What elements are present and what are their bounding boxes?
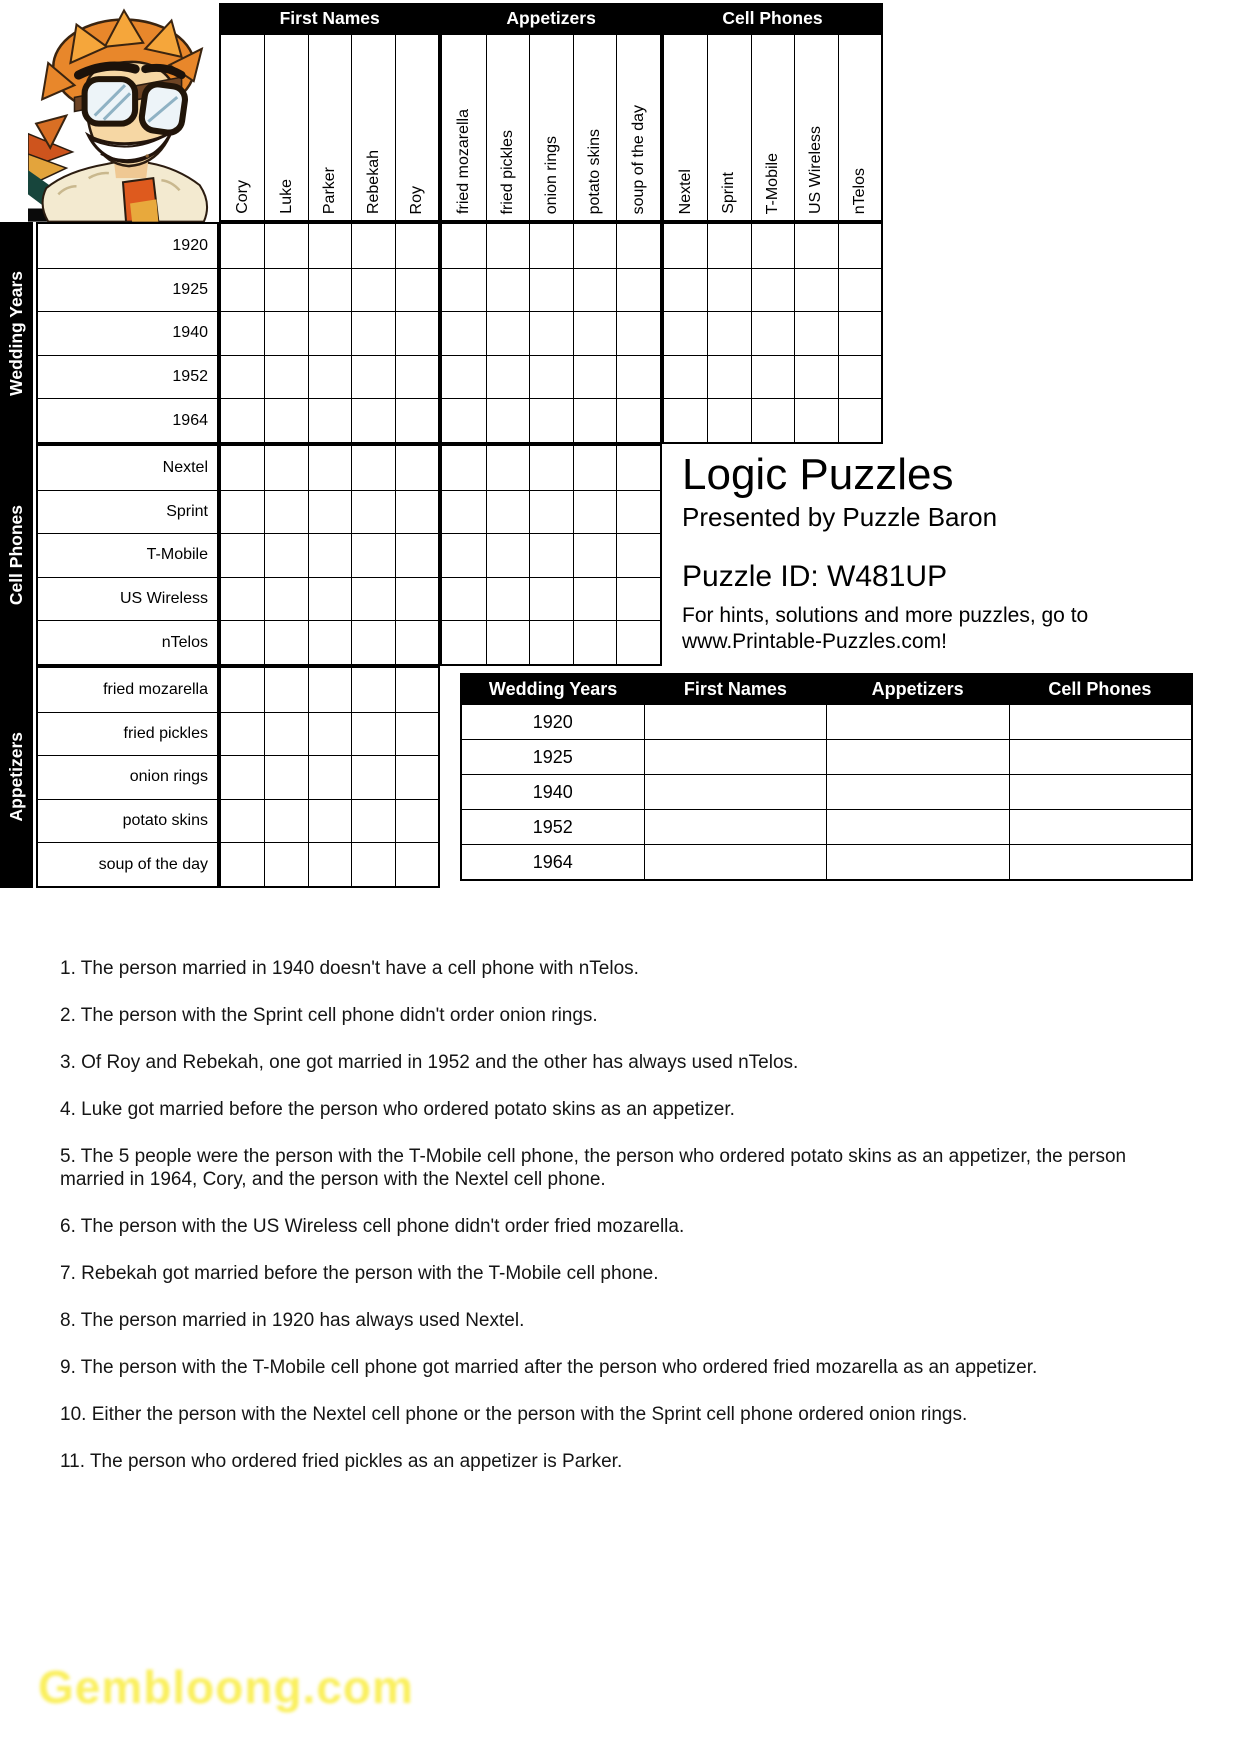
answer-header-cell-phones: Cell Phones — [1048, 679, 1152, 699]
clue-10: 10. Either the person with the Nextel cell phone or the person with the Sprint cell phone ordered onion rings. — [60, 1404, 968, 1425]
grid-cell[interactable] — [308, 355, 351, 399]
answer-cell-first-name[interactable] — [644, 705, 827, 739]
row-label: fried mozarella — [103, 680, 208, 698]
col-label: Sprint — [707, 35, 750, 220]
column-group-bar — [219, 3, 883, 33]
grid-cell[interactable] — [264, 490, 307, 534]
grid-block-wedding-years — [219, 222, 883, 444]
grid-cell[interactable] — [442, 224, 485, 268]
col-label: T-Mobile — [751, 35, 794, 220]
answer-year: 1952 — [532, 816, 573, 837]
col-label: Cory — [233, 180, 251, 214]
grid-cell[interactable] — [221, 620, 264, 664]
grid-cell[interactable] — [573, 533, 616, 577]
grid-cell[interactable] — [264, 842, 307, 886]
grid-cell[interactable] — [794, 398, 837, 442]
grid-cell[interactable] — [529, 490, 572, 534]
grid-cell[interactable] — [616, 446, 659, 490]
grid-cell[interactable] — [707, 224, 750, 268]
grid-cell[interactable] — [351, 842, 394, 886]
col-label: Rebekah — [351, 35, 394, 220]
group-label-wedding-years: Wedding Years — [6, 270, 26, 396]
group-label-cell-phones: Cell Phones — [722, 7, 823, 28]
col-label: fried pickles — [486, 35, 529, 220]
grid-cell[interactable] — [486, 355, 529, 399]
clue-7: 7. Rebekah got married before the person with the T-Mobile cell phone. — [60, 1263, 659, 1284]
grid-cell[interactable] — [794, 268, 837, 312]
row-label: 1964 — [38, 398, 217, 442]
row-label: soup of the day — [38, 842, 217, 886]
row-label: US Wireless — [38, 577, 217, 621]
grid-cell[interactable] — [838, 311, 881, 355]
grid-cell[interactable] — [751, 355, 794, 399]
grid-cell[interactable] — [221, 712, 264, 756]
grid-chunk — [219, 444, 440, 666]
answer-year: 1925 — [532, 746, 573, 767]
grid-cell[interactable] — [351, 533, 394, 577]
grid-cell[interactable] — [351, 355, 394, 399]
grid-cell[interactable] — [264, 755, 307, 799]
answer-cell-appetizer[interactable] — [826, 810, 1009, 844]
grid-cell[interactable] — [616, 311, 659, 355]
row-label: nTelos — [38, 620, 217, 664]
hint-line-2: www.Printable-Puzzles.com! — [682, 630, 947, 654]
grid-cell[interactable] — [221, 799, 264, 843]
row-label: Nextel — [162, 458, 208, 476]
grid-cell[interactable] — [442, 620, 485, 664]
grid-cell[interactable] — [308, 490, 351, 534]
grid-cell[interactable] — [794, 355, 837, 399]
grid-cell[interactable] — [395, 446, 438, 490]
grid-cell[interactable] — [529, 446, 572, 490]
row-label: fried pickles — [38, 712, 217, 756]
grid-cell[interactable] — [751, 398, 794, 442]
answer-cell-appetizer[interactable] — [826, 775, 1009, 809]
group-label-cell-phones-rows: Cell Phones — [6, 504, 26, 606]
clue-6: 6. The person with the US Wireless cell phone didn't order fried mozarella. — [60, 1216, 685, 1237]
grid-cell[interactable] — [308, 533, 351, 577]
grid-cell[interactable] — [308, 668, 351, 712]
grid-cell[interactable] — [264, 577, 307, 621]
mascot-illustration — [28, 4, 220, 222]
grid-cell[interactable] — [308, 398, 351, 442]
answer-row — [462, 844, 1191, 879]
grid-cell[interactable] — [264, 268, 307, 312]
grid-cell[interactable] — [442, 268, 485, 312]
grid-cell[interactable] — [221, 577, 264, 621]
grid-cell[interactable] — [573, 311, 616, 355]
grid-cell[interactable] — [395, 577, 438, 621]
answer-cell-first-name[interactable] — [644, 845, 827, 879]
grid-cell[interactable] — [529, 620, 572, 664]
grid-chunk — [219, 666, 440, 888]
column-label-group-first-names — [219, 33, 440, 222]
clue-1: 1. The person married in 1940 doesn't have a cell phone with nTelos. — [60, 958, 639, 979]
answer-cell-cell-phone[interactable] — [1009, 810, 1192, 844]
row-group-bar — [0, 222, 33, 888]
col-label: soup of the day — [616, 35, 659, 220]
puzzle-id: Puzzle ID: W481UP — [682, 560, 948, 594]
grid-cell[interactable] — [395, 620, 438, 664]
grid-cell[interactable] — [529, 224, 572, 268]
col-label: nTelos — [838, 35, 881, 220]
answer-row — [462, 809, 1191, 844]
answer-cell-cell-phone[interactable] — [1009, 705, 1192, 739]
grid-cell[interactable] — [264, 355, 307, 399]
grid-cell[interactable] — [442, 533, 485, 577]
clue-8: 8. The person married in 1920 has always used Nextel. — [60, 1310, 525, 1331]
grid-cell[interactable] — [486, 224, 529, 268]
row-label: 1925 — [38, 268, 217, 312]
grid-cell[interactable] — [838, 268, 881, 312]
grid-cell[interactable] — [664, 224, 707, 268]
answer-year: 1964 — [532, 851, 573, 872]
clue-2: 2. The person with the Sprint cell phone didn't order onion rings. — [60, 1005, 598, 1026]
answer-cell-cell-phone[interactable] — [1009, 775, 1192, 809]
grid-cell[interactable] — [529, 311, 572, 355]
grid-cell[interactable] — [707, 355, 750, 399]
grid-cell[interactable] — [838, 355, 881, 399]
grid-cell[interactable] — [308, 620, 351, 664]
grid-cell[interactable] — [664, 398, 707, 442]
grid-cell[interactable] — [308, 842, 351, 886]
grid-cell[interactable] — [486, 398, 529, 442]
grid-cell[interactable] — [351, 224, 394, 268]
col-label: Parker — [308, 35, 351, 220]
grid-cell[interactable] — [395, 311, 438, 355]
grid-chunk — [440, 222, 661, 444]
grid-cell[interactable] — [308, 712, 351, 756]
grid-cell[interactable] — [529, 577, 572, 621]
info-block — [682, 450, 1088, 655]
hint-line-1: For hints, solutions and more puzzles, go to — [682, 604, 1089, 628]
grid-cell[interactable] — [395, 668, 438, 712]
answer-cell-first-name[interactable] — [644, 775, 827, 809]
grid-cell[interactable] — [573, 490, 616, 534]
answer-row — [462, 774, 1191, 809]
grid-cell[interactable] — [351, 268, 394, 312]
grid-cell[interactable] — [264, 398, 307, 442]
grid-cell[interactable] — [221, 533, 264, 577]
grid-cell[interactable] — [264, 224, 307, 268]
grid-cell[interactable] — [573, 577, 616, 621]
grid-cell[interactable] — [751, 224, 794, 268]
col-label: Nextel — [676, 168, 694, 214]
grid-cell[interactable] — [351, 712, 394, 756]
grid-cell[interactable] — [221, 398, 264, 442]
grid-cell[interactable] — [221, 842, 264, 886]
grid-cell[interactable] — [794, 311, 837, 355]
grid-cell[interactable] — [486, 446, 529, 490]
grid-cell[interactable] — [751, 268, 794, 312]
grid-cell[interactable] — [838, 398, 881, 442]
answer-cell-first-name[interactable] — [644, 740, 827, 774]
grid-cell[interactable] — [395, 712, 438, 756]
column-labels — [219, 33, 883, 222]
grid-cell[interactable] — [351, 799, 394, 843]
grid-cell[interactable] — [308, 755, 351, 799]
col-label: potato skins — [573, 35, 616, 220]
grid-cell[interactable] — [395, 842, 438, 886]
grid-cell[interactable] — [264, 799, 307, 843]
grid-cell[interactable] — [573, 398, 616, 442]
answer-cell-first-name[interactable] — [644, 810, 827, 844]
clue-4: 4. Luke got married before the person who ordered potato skins as an appetizer. — [60, 1099, 735, 1120]
grid-cell[interactable] — [221, 311, 264, 355]
answer-header-first-names: First Names — [683, 679, 787, 699]
grid-cell[interactable] — [442, 490, 485, 534]
row-label-group-cell-phones — [36, 444, 219, 666]
grid-cell[interactable] — [221, 668, 264, 712]
grid-cell[interactable] — [442, 398, 485, 442]
row-label-group-wedding-years — [36, 222, 219, 444]
grid-cell[interactable] — [486, 311, 529, 355]
grid-cell[interactable] — [616, 224, 659, 268]
grid-cell[interactable] — [395, 268, 438, 312]
col-label: fried mozarella — [455, 109, 473, 214]
grid-cell[interactable] — [486, 533, 529, 577]
grid-cell[interactable] — [351, 620, 394, 664]
grid-cell[interactable] — [395, 755, 438, 799]
grid-cell[interactable] — [573, 620, 616, 664]
grid-cell[interactable] — [395, 490, 438, 534]
watermark: Gembloong.com — [38, 1661, 414, 1713]
col-label: Roy — [395, 35, 438, 220]
grid-cell[interactable] — [573, 355, 616, 399]
answer-table-header — [462, 675, 1191, 704]
grid-cell[interactable] — [395, 224, 438, 268]
grid-cell[interactable] — [707, 268, 750, 312]
grid-cell[interactable] — [442, 355, 485, 399]
grid-cell[interactable] — [351, 398, 394, 442]
grid-cell[interactable] — [308, 224, 351, 268]
column-label-group-appetizers — [440, 33, 661, 222]
grid-cell[interactable] — [221, 224, 264, 268]
answer-row — [462, 704, 1191, 739]
grid-cell[interactable] — [351, 755, 394, 799]
grid-cell[interactable] — [395, 355, 438, 399]
grid-cell[interactable] — [221, 268, 264, 312]
grid-cell[interactable] — [616, 533, 659, 577]
grid-cell[interactable] — [486, 268, 529, 312]
grid-cell[interactable] — [221, 355, 264, 399]
answer-cell-appetizer[interactable] — [826, 740, 1009, 774]
grid-cell[interactable] — [442, 446, 485, 490]
grid-cell[interactable] — [529, 355, 572, 399]
clue-9: 9. The person with the T-Mobile cell phone got married after the person who ordered fried mozarella as an appetizer. — [60, 1357, 1038, 1378]
grid-cell[interactable] — [351, 668, 394, 712]
grid-chunk — [662, 222, 883, 444]
grid-cell[interactable] — [351, 577, 394, 621]
grid-cell[interactable] — [351, 490, 394, 534]
row-label-group-appetizers — [36, 666, 219, 888]
grid-cell[interactable] — [616, 355, 659, 399]
answer-header-wedding-years: Wedding Years — [488, 679, 618, 699]
row-label: 1940 — [38, 311, 217, 355]
grid-cell[interactable] — [264, 533, 307, 577]
grid-chunk — [440, 444, 661, 666]
row-label: Sprint — [38, 490, 217, 534]
row-label: 1920 — [172, 236, 208, 254]
grid-chunk — [219, 222, 440, 444]
grid-cell[interactable] — [573, 446, 616, 490]
answer-cell-appetizer[interactable] — [826, 705, 1009, 739]
grid-cell[interactable] — [308, 799, 351, 843]
group-label-appetizers: Appetizers — [506, 7, 596, 28]
answer-year: 1920 — [532, 711, 573, 732]
grid-cell[interactable] — [616, 268, 659, 312]
column-label-group-cell-phones — [662, 33, 883, 222]
grid-cell[interactable] — [308, 311, 351, 355]
grid-cell[interactable] — [616, 620, 659, 664]
grid-cell[interactable] — [264, 712, 307, 756]
grid-cell[interactable] — [664, 311, 707, 355]
clue-5: 5. The 5 people were the person with the T-Mobile cell phone, the person who ordered potato skins as an appetizer, the person married in 1964, Cory, and the person with the Nextel cell phone. — [60, 1146, 1127, 1190]
grid-cell[interactable] — [442, 311, 485, 355]
page-title: Logic Puzzles — [682, 450, 954, 499]
grid-cell[interactable] — [221, 446, 264, 490]
grid-cell[interactable] — [395, 533, 438, 577]
grid-cell[interactable] — [264, 620, 307, 664]
grid-cell[interactable] — [221, 490, 264, 534]
grid-cell[interactable] — [664, 355, 707, 399]
grid-cell[interactable] — [664, 268, 707, 312]
grid-cell[interactable] — [486, 577, 529, 621]
answer-cell-cell-phone[interactable] — [1009, 740, 1192, 774]
grid-cell[interactable] — [751, 311, 794, 355]
grid-cell[interactable] — [264, 446, 307, 490]
grid-cell[interactable] — [707, 398, 750, 442]
grid-cell[interactable] — [486, 620, 529, 664]
row-label: potato skins — [38, 799, 217, 843]
grid-cell[interactable] — [221, 755, 264, 799]
col-label: US Wireless — [794, 35, 837, 220]
group-label-first-names: First Names — [279, 7, 380, 28]
grid-cell[interactable] — [794, 224, 837, 268]
clue-3: 3. Of Roy and Rebekah, one got married in 1952 and the other has always used nTelos. — [60, 1052, 799, 1073]
answer-year: 1940 — [532, 781, 573, 802]
grid-cell[interactable] — [395, 398, 438, 442]
grid-cell[interactable] — [616, 398, 659, 442]
grid-cell[interactable] — [351, 311, 394, 355]
answer-cell-cell-phone[interactable] — [1009, 845, 1192, 879]
grid-cell[interactable] — [529, 533, 572, 577]
grid-cell[interactable] — [529, 398, 572, 442]
grid-cell[interactable] — [486, 490, 529, 534]
grid-cell[interactable] — [308, 268, 351, 312]
col-label: onion rings — [529, 35, 572, 220]
answer-header-appetizers: Appetizers — [871, 679, 964, 699]
row-label: T-Mobile — [38, 533, 217, 577]
grid-cell[interactable] — [351, 446, 394, 490]
col-label: Luke — [264, 35, 307, 220]
answer-row — [462, 739, 1191, 774]
clue-list — [60, 957, 1188, 1497]
grid-cell[interactable] — [707, 311, 750, 355]
grid-cell[interactable] — [573, 268, 616, 312]
grid-cell[interactable] — [616, 577, 659, 621]
grid-cell[interactable] — [838, 224, 881, 268]
grid-cell[interactable] — [308, 446, 351, 490]
grid-cell[interactable] — [529, 268, 572, 312]
row-label: 1952 — [38, 355, 217, 399]
grid-cell[interactable] — [308, 577, 351, 621]
grid-cell[interactable] — [264, 668, 307, 712]
group-label-appetizers-rows: Appetizers — [6, 732, 26, 822]
grid-cell[interactable] — [264, 311, 307, 355]
clue-11: 11. The person who ordered fried pickles as an appetizer is Parker. — [60, 1451, 623, 1472]
grid-cell[interactable] — [442, 577, 485, 621]
answer-table — [460, 673, 1193, 881]
row-label: onion rings — [38, 755, 217, 799]
grid-cell[interactable] — [395, 799, 438, 843]
page-subtitle: Presented by Puzzle Baron — [682, 502, 998, 533]
row-labels — [36, 222, 219, 888]
grid-cell[interactable] — [616, 490, 659, 534]
answer-cell-appetizer[interactable] — [826, 845, 1009, 879]
grid-cell[interactable] — [573, 224, 616, 268]
